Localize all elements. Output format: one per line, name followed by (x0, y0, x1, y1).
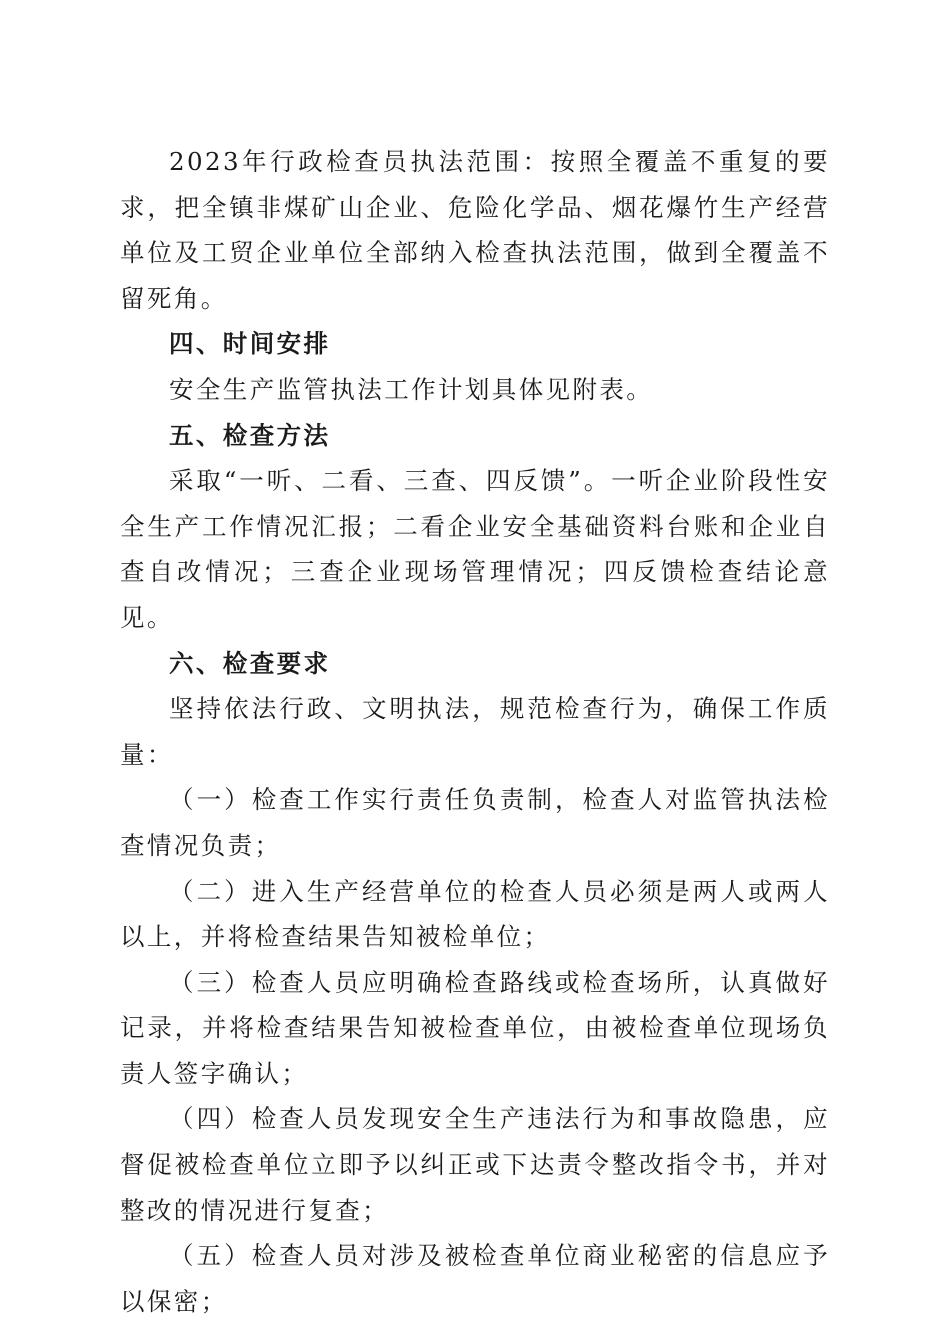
section-heading-requirements: 六、检查要求 (169, 648, 331, 678)
requirement-item-4: （四）检查人员发现安全生产违法行为和事故隐患，应督促被检查单位立即予以纠正或下达责令整改指令书，并对整改的情况进行复查； (120, 1104, 830, 1225)
document-body (120, 139, 830, 1324)
requirement-item-2: （二）进入生产经营单位的检查人员必须是两人或两人以上，并将检查结果告知被检单位； (120, 876, 830, 952)
method-paragraph: 采取“一听、二看、三查、四反馈”。一听企业阶段性安全生产工作情况汇报；二看企业安全基础资料台账和企业自查自改情况；三查企业现场管理情况；四反馈检查结论意见。 (120, 466, 830, 632)
requirement-item-3: （三）检查人员应明确检查路线或检查场所，认真做好记录，并将检查结果告知被检查单位，由被检查单位现场负责人签字确认； (120, 967, 830, 1088)
schedule-paragraph: 安全生产监管执法工作计划具体见附表。 (169, 374, 654, 404)
requirements-intro: 坚持依法行政、文明执法，规范检查行为，确保工作质量： (120, 694, 830, 769)
requirement-item-5: （五）检查人员对涉及被检查单位商业秘密的信息应予以保密； (120, 1241, 830, 1316)
section-heading-method: 五、检查方法 (169, 420, 331, 450)
section-heading-schedule: 四、时间安排 (169, 329, 331, 359)
requirement-item-1: （一）检查工作实行责任负责制，检查人对监管执法检查情况负责； (120, 785, 830, 860)
scope-paragraph: 2023年行政检查员执法范围：按照全覆盖不重复的要求，把全镇非煤矿山企业、危险化学品、烟花爆竹生产经营单位及工贸企业单位全部纳入检查执法范围，做到全覆盖不留死角。 (120, 147, 830, 313)
